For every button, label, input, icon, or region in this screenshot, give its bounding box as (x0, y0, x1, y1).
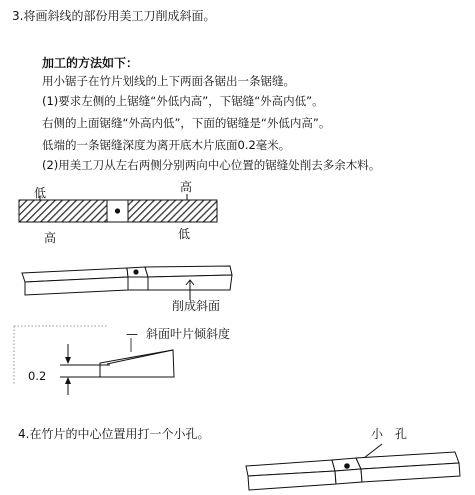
instruction-line: (1)要求左侧的上锯缝“外低内高”，下锯缝“外高内低”。 (42, 94, 324, 108)
instruction-line: (2)用美工刀从左右两侧分别两向中心位置的锯缝处削去多余木料。 (42, 158, 381, 172)
label-low-top: 低 (34, 186, 47, 200)
label-low-bottom: 低 (178, 227, 191, 241)
instruction-line: 右侧的上面锯缝“外高内低”，下面的锯缝是“外低内高”。 (42, 116, 331, 130)
angle-label: 斜面叶片倾斜度 (146, 327, 231, 341)
instruction-line: 用小锯子在竹片划线的上下两面各锯出一条锯缝。 (42, 74, 295, 88)
instruction-line: 低端的一条锯缝深度为离开底木片底面0.2毫米。 (42, 138, 291, 152)
angle-label-dash: — (126, 327, 138, 341)
strip-center-front (335, 469, 362, 484)
step4-heading: 4.在竹片的中心位置用打一个小孔。 (18, 427, 210, 441)
dimension-label: 0.2 (28, 369, 47, 383)
label-high-top: 高 (180, 180, 193, 194)
step3-heading: 3.将画斜线的部份用美工刀削成斜面。 (12, 9, 216, 23)
method-title: 加工的方法如下： (42, 56, 139, 70)
hole-label: 小 孔 (371, 427, 408, 441)
bevel-label: 削成斜面 (172, 299, 221, 313)
label-high-bottom: 高 (44, 231, 57, 245)
small-hole (344, 463, 350, 469)
